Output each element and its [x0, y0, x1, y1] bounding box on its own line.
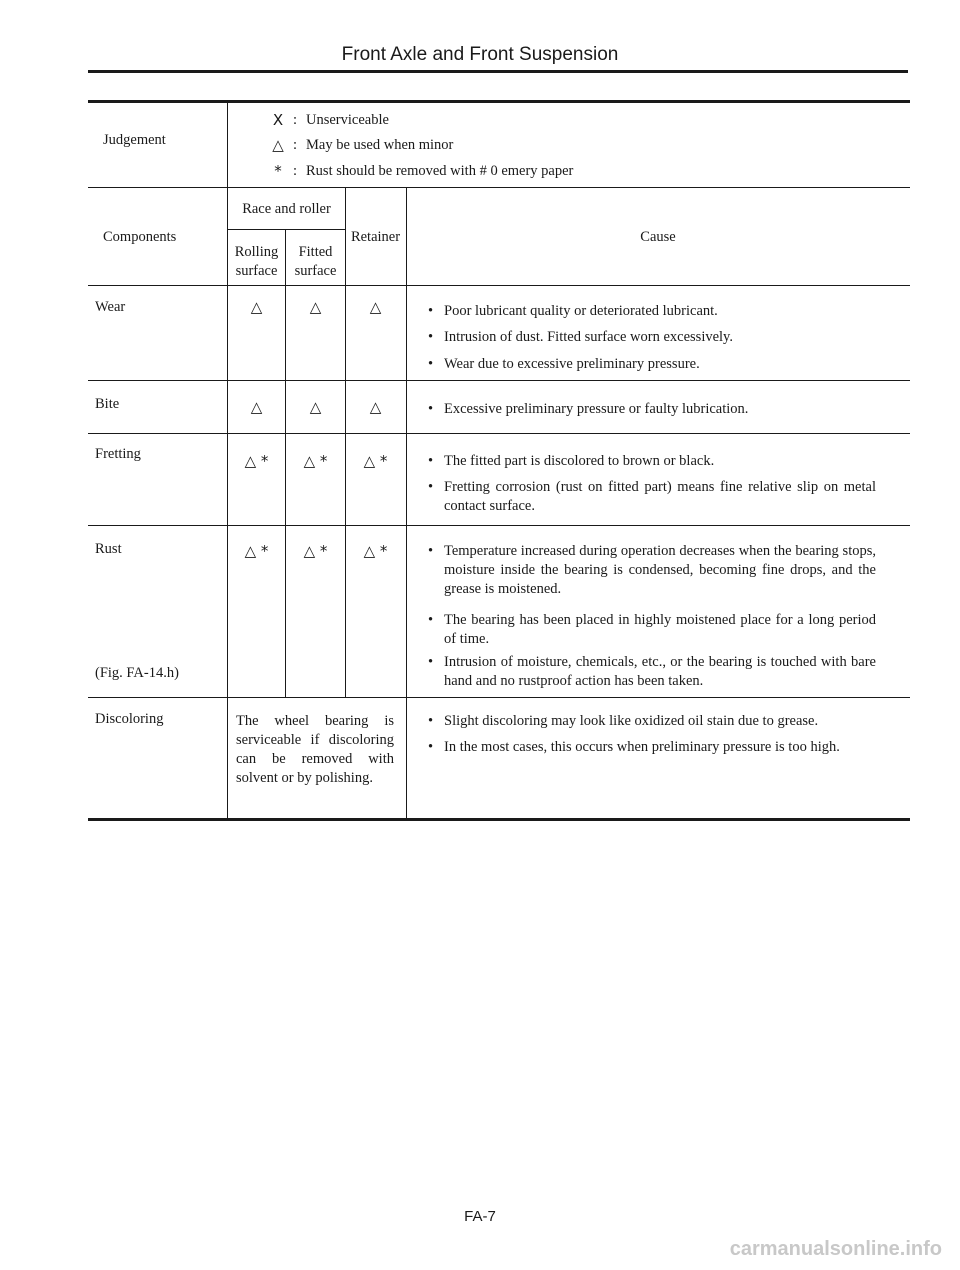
rust-figure-reference: (Fig. FA-14.h): [95, 665, 179, 681]
judgement-label: Judgement: [103, 132, 166, 148]
legend-text-minor: May be used when minor: [306, 137, 454, 153]
fitted-surface-header: [286, 243, 345, 281]
legend-symbol-x: X: [272, 111, 284, 129]
rating-rolling-fretting: △ *: [244, 452, 269, 470]
rating-retainer-wear: △: [369, 298, 382, 316]
row-divider: [88, 285, 910, 286]
table-bottom-rule: [88, 818, 910, 821]
legend-symbol-triangle: △: [272, 136, 284, 154]
legend-text-unserviceable: Unserviceable: [306, 112, 389, 128]
rolling-surface-header: [228, 243, 285, 281]
col-divider: [406, 187, 407, 820]
legend-sep: :: [293, 112, 298, 128]
rating-fitted-fretting: △ *: [303, 452, 328, 470]
rating-fitted-rust: △ *: [303, 542, 328, 560]
rating-fitted-bite: △: [309, 398, 322, 416]
component-discoloring: Discoloring: [95, 711, 164, 727]
legend-sep: :: [293, 163, 298, 179]
header-rule: [88, 70, 908, 73]
component-wear: Wear: [95, 299, 126, 315]
page-number: FA-7: [464, 1208, 496, 1225]
watermark: carmanualsonline.info: [729, 1238, 942, 1260]
legend-symbol-asterisk: *: [274, 162, 282, 180]
race-and-roller-header: Race and roller: [242, 201, 331, 217]
surface-label: surface: [235, 263, 278, 279]
rating-retainer-bite: △: [369, 398, 382, 416]
page-title: Front Axle and Front Suspension: [341, 44, 619, 65]
discoloring-serviceability-note: The wheel bearing is serviceable if discoloring can be removed with solvent or by polishing.: [236, 713, 394, 786]
component-fretting: Fretting: [95, 446, 141, 462]
cause-header: Cause: [640, 229, 676, 245]
fitted-surface-label: surface: [294, 263, 337, 279]
col-divider: [345, 187, 346, 698]
rating-rolling-bite: △: [250, 398, 263, 416]
component-bite: Bite: [95, 396, 120, 412]
row-divider: [88, 697, 910, 698]
rating-rolling-wear: △: [250, 298, 263, 316]
component-rust: Rust: [95, 541, 122, 557]
fitted-label: Fitted: [298, 244, 333, 260]
table-top-rule: [88, 100, 910, 103]
rating-retainer-rust: △ *: [363, 542, 388, 560]
rating-fitted-wear: △: [309, 298, 322, 316]
retainer-header: Retainer: [350, 229, 401, 245]
components-header: Components: [103, 229, 177, 245]
row-divider: [88, 433, 910, 434]
row-divider: [228, 229, 345, 230]
row-divider: [88, 525, 910, 526]
legend-text-rust: Rust should be removed with # 0 emery paper: [306, 163, 574, 179]
rating-rolling-rust: △ *: [244, 542, 269, 560]
rating-retainer-fretting: △ *: [363, 452, 388, 470]
row-divider: [88, 380, 910, 381]
row-divider: [88, 187, 910, 188]
legend-sep: :: [293, 137, 298, 153]
rolling-label: Rolling: [234, 244, 279, 260]
